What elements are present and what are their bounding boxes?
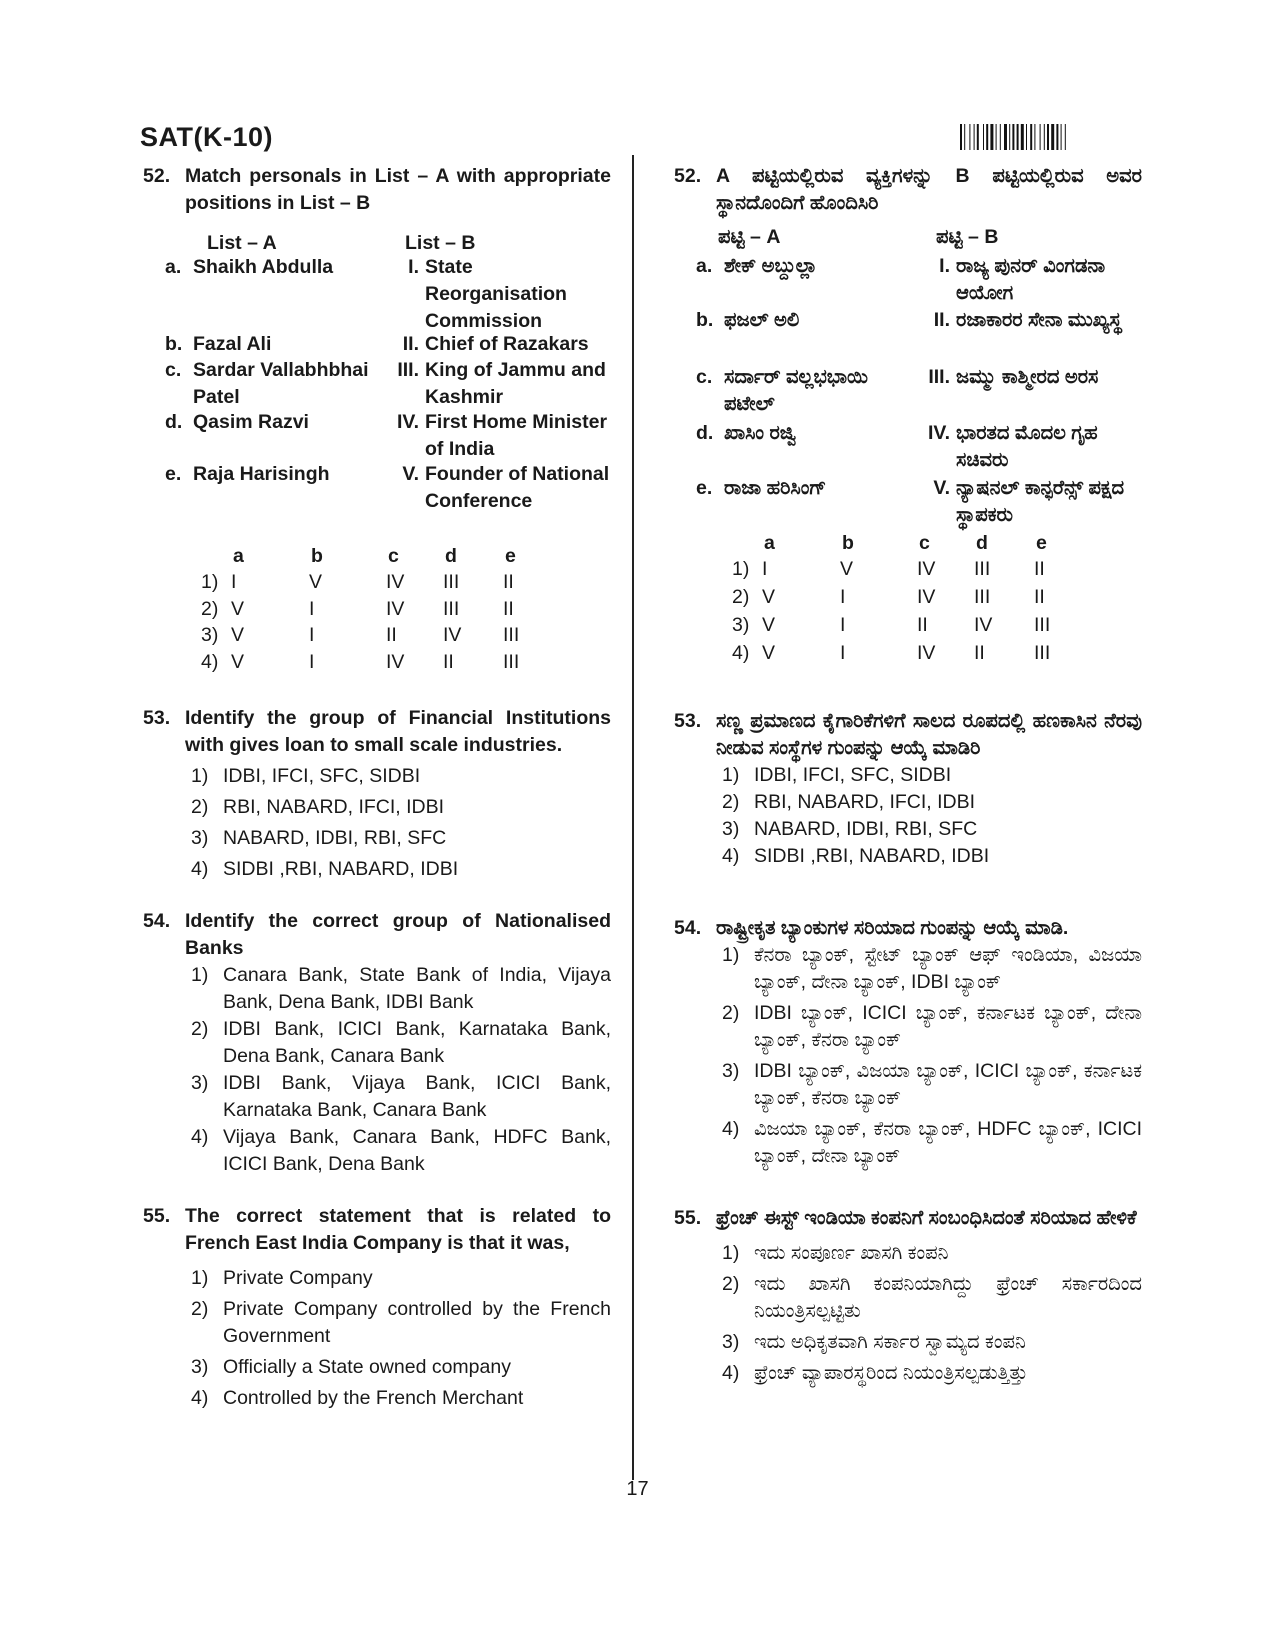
list-b-heading: ಪಟ್ಟಿ – B [936,226,999,248]
list-a-heading: List – A [207,232,277,254]
answer-cell: II [917,614,928,636]
answer-cell: III [1034,642,1051,664]
option: 3) IDBI Bank, Vijaya Bank, ICICI Bank, Karnataka Bank, Canara Bank [191,1072,611,1121]
list-b-item: State Reorganisation Commission [425,256,567,332]
list-a-item: Sardar Vallabhbhai Patel [193,359,369,408]
list-b-item: First Home Minister of India [425,411,608,460]
answer-cell: IV [917,642,936,664]
barcode-bar [1004,124,1007,150]
list-a-heading: ಪಟ್ಟಿ – A [718,226,781,248]
answer-cell: V [309,571,323,593]
answer-cell: II [503,571,514,593]
barcode-bar [977,124,979,150]
answer-cell: V [762,642,776,664]
answer-cell: IV [386,571,405,593]
list-a-item: Qasim Razvi [193,411,309,433]
answer-cell: I [309,624,315,646]
barcode-bar [1056,124,1058,150]
answer-column-header: c [919,532,930,554]
barcode-bar [1044,124,1045,150]
answer-cell: II [974,642,985,664]
barcode-bar [974,124,975,150]
answer-column-header: e [1036,532,1047,554]
barcode-bar [1000,124,1001,150]
answer-column-header: c [388,545,399,567]
option: 3) ಇದು ಅಧಿಕೃತವಾಗಿ ಸರ್ಕಾರ ಸ್ವಾಮ್ಯದ ಕಂಪನಿ [722,1331,1026,1353]
list-b-label: II. [933,309,950,331]
answer-cell: II [386,624,397,646]
barcode-bar [986,124,988,150]
list-a-item: Fazal Ali [193,333,272,355]
option: 4) SIDBI ,RBI, NABARD, IDBI [191,858,459,880]
answer-cell: I [309,650,315,673]
answer-cell: III [1034,614,1051,636]
barcode-bar [983,124,984,150]
answer-column-header: a [764,532,775,554]
answer-cell: III [443,597,460,620]
option: 1) IDBI, IFCI, SFC, SIDBI [191,765,421,787]
answer-option-number: 1) [201,571,219,593]
question-55 [674,1205,1142,1387]
answer-option-number: 3) [732,614,750,636]
list-b-item: Founder of National Conference [425,463,610,512]
answer-column-header: b [311,545,323,567]
answer-column-header: e [505,545,516,567]
answer-cell: I [762,558,768,580]
barcode [960,124,1118,150]
answer-cell: II [1034,586,1045,608]
list-b-label: IV. [396,411,419,433]
list-b-label: I. [408,256,419,278]
question-text: Identify the group of Financial Institutions with gives loan to small scale industries. [185,707,611,756]
answer-option-number: 4) [732,642,750,664]
answer-option-number: 1) [732,558,750,580]
option: 2) IDBI ಬ್ಯಾಂಕ್, ICICI ಬ್ಯಾಂಕ್, ಕರ್ನಾಟಕ ಬ್ಯಾಂಕ್, ದೇನಾ ಬ್ಯಾಂಕ್, ಕೆನರಾ ಬ್ಯಾಂಕ್ [722,1002,1142,1051]
answer-cell: V [762,586,776,608]
barcode-bar [1009,124,1010,150]
question-number: 52. [674,165,702,187]
list-a-label: c. [165,359,182,381]
barcode-bar [964,124,965,150]
barcode-bar [1047,124,1049,150]
option: 2) RBI, NABARD, IFCI, IDBI [722,791,976,813]
list-a-label: a. [165,256,182,278]
question-number: 55. [674,1207,702,1229]
option: 4) ವಿಜಯಾ ಬ್ಯಾಂಕ್, ಕೆನರಾ ಬ್ಯಾಂಕ್, HDFC ಬ್ಯಾಂಕ್, ICICI ಬ್ಯಾಂಕ್, ದೇನಾ ಬ್ಯಾಂಕ್ [722,1118,1142,1167]
option: 3) IDBI ಬ್ಯಾಂಕ್, ವಿಜಯಾ ಬ್ಯಾಂಕ್, ICICI ಬ್ಯಾಂಕ್, ಕರ್ನಾಟಕ ಬ್ಯಾಂಕ್, ಕೆನರಾ ಬ್ಯಾಂಕ್ [722,1060,1142,1109]
option: 2) RBI, NABARD, IFCI, IDBI [191,796,445,818]
list-a-item: ಶೇಕ್ ಅಬ್ದುಲ್ಲಾ [724,255,818,277]
list-b-item: ರಾಜ್ಯ ಪುನರ್ ವಿಂಗಡನಾ ಆಯೋಗ [956,255,1106,304]
list-a-label: e. [165,463,182,485]
list-a-item: ಸರ್ದಾರ್ ವಲ್ಲಭಭಾಯಿ ಪಟೇಲ್ [724,366,868,415]
question-text: A ಪಟ್ಟಿಯಲ್ಲಿರುವ ವ್ಯಕ್ತಿಗಳನ್ನು B ಪಟ್ಟಿಯಲ್ಲಿರುವ ಅವರ ಸ್ಥಾನದೊಂದಿಗೆ ಹೊಂದಿಸಿರಿ [716,165,1142,214]
barcode-bar [1065,124,1066,150]
barcode-bar [1040,124,1041,150]
answer-cell: IV [386,650,405,673]
list-a-label: b. [696,309,714,331]
list-a-label: e. [696,477,713,499]
list-b-item: King of Jammu and Kashmir [425,359,606,408]
list-a-label: b. [165,333,183,355]
page-number: 17 [626,1478,649,1500]
barcode-bar [1034,124,1035,150]
option: 1) Canara Bank, State Bank of India, Vijaya Bank, Dena Bank, IDBI Bank [191,964,611,1013]
question-number: 52. [143,165,171,187]
barcode-bar [1026,124,1027,150]
barcode-bar [1061,124,1062,150]
answer-cell: II [503,597,514,620]
list-a-item: Shaikh Abdulla [193,256,334,278]
question-text: Match personals in List – A with appropriate positions in List – B [185,165,611,214]
answer-column-header: b [842,532,854,554]
option: 4) ಫ್ರೆಂಚ್ ವ್ಯಾಪಾರಸ್ಥರಿಂದ ನಿಯಂತ್ರಿಸಲ್ಪಡುತ್ತಿತ್ತು [722,1362,1028,1384]
answer-option-number: 3) [201,624,219,646]
question-number: 54. [143,910,171,932]
list-a-item: Raja Harisingh [193,463,330,485]
answer-cell: II [443,650,454,673]
question-text: Identify the correct group of Nationalised Banks [185,910,611,959]
list-b-label: II. [402,333,419,355]
answer-cell: IV [917,558,936,580]
option: 1) ಇದು ಸಂಪೂರ್ಣ ಖಾಸಗಿ ಕಂಪನಿ [722,1242,949,1264]
question-52 [674,163,1142,217]
question-number: 53. [674,710,702,732]
answer-cell: III [443,571,460,593]
answer-option-number: 2) [732,586,750,608]
barcode-bar [996,124,997,150]
exam-code: SAT(K-10) [140,122,274,152]
list-a-item: ಫಜಲ್ ಅಲಿ [724,309,800,331]
option: 3) NABARD, IDBI, RBI, SFC [191,827,447,849]
answer-cell: V [762,614,776,636]
list-b-label: III. [397,359,419,381]
answer-column-header: d [976,532,988,554]
option: 4) Vijaya Bank, Canara Bank, HDFC Bank, ICICI Bank, Dena Bank [191,1126,611,1175]
answer-option-number: 4) [201,650,219,673]
question-52 [143,163,611,217]
answer-cell: IV [974,614,993,636]
answer-cell: V [231,597,245,620]
answer-cell: I [840,642,846,664]
answer-cell: IV [386,597,405,620]
list-b-item: ಜಮ್ಮು ಕಾಶ್ಮೀರದ ಅರಸ [956,366,1099,388]
answer-cell: I [840,586,846,608]
question-number: 53. [143,707,171,729]
answer-column-header: a [233,545,244,567]
list-b-label: V. [933,477,950,499]
barcode-bar [990,124,993,150]
barcode-bar [960,124,962,150]
list-b-item: Chief of Razakars [425,333,589,355]
answer-cell: IV [443,624,462,646]
option: 2) Private Company controlled by the French Government [191,1298,611,1347]
option: 2) ಇದು ಖಾಸಗಿ ಕಂಪನಿಯಾಗಿದ್ದು ಫ್ರೆಂಚ್ ಸರ್ಕಾರದಿಂದ ನಿಯಂತ್ರಿಸಲ್ಪಟ್ಟಿತು [722,1273,1142,1322]
question-54 [674,915,1142,1170]
list-b-item: ರಜಾಕಾರರ ಸೇನಾ ಮುಖ್ಯಸ್ಥ [956,309,1122,331]
question-number: 55. [143,1205,171,1227]
barcode-bar [1030,124,1032,150]
answer-cell: V [231,650,245,673]
list-a-label: c. [696,366,713,388]
list-b-heading: List – B [405,232,476,254]
barcode-bar [1051,124,1054,150]
answer-cell: III [974,586,991,608]
option: 3) NABARD, IDBI, RBI, SFC [722,818,978,840]
question-text: ಸಣ್ಣ ಪ್ರಮಾಣದ ಕೈಗಾರಿಕೆಗಳಿಗೆ ಸಾಲದ ರೂಪದಲ್ಲಿ ಹಣಕಾಸಿನ ನೆರವು ನೀಡುವ ಸಂಸ್ಥೆಗಳ ಗುಂಪನ್ನು ಆಯ್ಕೆ ಮಾಡಿರಿ [716,710,1142,759]
question-number: 54. [674,917,702,939]
column-divider [632,155,634,1480]
barcode-bar [969,124,970,150]
barcode-bar [1021,124,1024,150]
answer-cell: II [1034,558,1045,580]
barcode-bar [1017,124,1019,150]
answer-cell: I [840,614,846,636]
list-b-label: V. [402,463,419,485]
answer-cell: I [309,597,315,620]
question-text: The correct statement that is related to French East India Company is that it was, [185,1205,611,1254]
list-a-label: d. [165,411,183,433]
answer-cell: III [974,558,991,580]
answer-column-header: d [445,545,457,567]
list-b-item: ನ್ಯಾಷನಲ್ ಕಾನ್ಫರೆನ್ಸ್ ಪಕ್ಷದ ಸ್ಥಾಪಕರು [956,477,1125,526]
list-b-label: IV. [927,422,950,444]
question-53 [674,708,1142,870]
answer-cell: III [503,650,520,673]
answer-cell: I [231,571,237,593]
option: 3) Officially a State owned company [191,1356,511,1378]
answer-option-number: 2) [201,597,219,620]
question-text: ರಾಷ್ಟ್ರೀಕೃತ ಬ್ಯಾಂಕುಗಳ ಸರಿಯಾದ ಗುಂಪನ್ನು ಆಯ್ಕೆ ಮಾಡಿ. [716,917,1069,939]
list-b-item: ಭಾರತದ ಮೊದಲ ಗೃಹ ಸಚಿವರು [956,422,1098,471]
question-54 [143,908,611,1178]
option: 2) IDBI Bank, ICICI Bank, Karnataka Bank, Dena Bank, Canara Bank [191,1018,611,1067]
barcode-bar [1012,124,1014,150]
list-a-label: a. [696,255,713,277]
list-b-label: I. [939,255,950,277]
option: 4) SIDBI ,RBI, NABARD, IDBI [722,845,990,867]
answer-cell: IV [917,586,936,608]
option: 1) Private Company [191,1267,373,1289]
list-a-label: d. [696,422,714,444]
answer-cell: V [840,558,854,580]
answer-cell: V [231,624,245,646]
question-text: ಫ್ರೆಂಚ್ ಈಸ್ಟ್ ಇಂಡಿಯಾ ಕಂಪನಿಗೆ ಸಂಬಂಧಿಸಿದಂತೆ ಸರಿಯಾದ ಹೇಳಿಕೆ [716,1207,1137,1229]
option: 1) ಕೆನರಾ ಬ್ಯಾಂಕ್, ಸ್ಟೇಟ್ ಬ್ಯಾಂಕ್ ಆಫ್ ಇಂಡಿಯಾ, ವಿಜಯಾ ಬ್ಯಾಂಕ್, ದೇನಾ ಬ್ಯಾಂಕ್, IDBI ಬ್ಯಾಂಕ್ [722,944,1142,993]
option: 4) Controlled by the French Merchant [191,1387,524,1409]
question-53 [143,705,611,883]
option: 1) IDBI, IFCI, SFC, SIDBI [722,764,952,786]
list-b-label: III. [928,366,950,388]
answer-cell: III [503,624,520,646]
list-a-item: ರಾಜಾ ಹರಿಸಿಂಗ್ [724,477,827,499]
question-55 [143,1203,611,1412]
list-a-item: ಖಾಸಿಂ ರಜ್ವಿ [724,422,797,444]
